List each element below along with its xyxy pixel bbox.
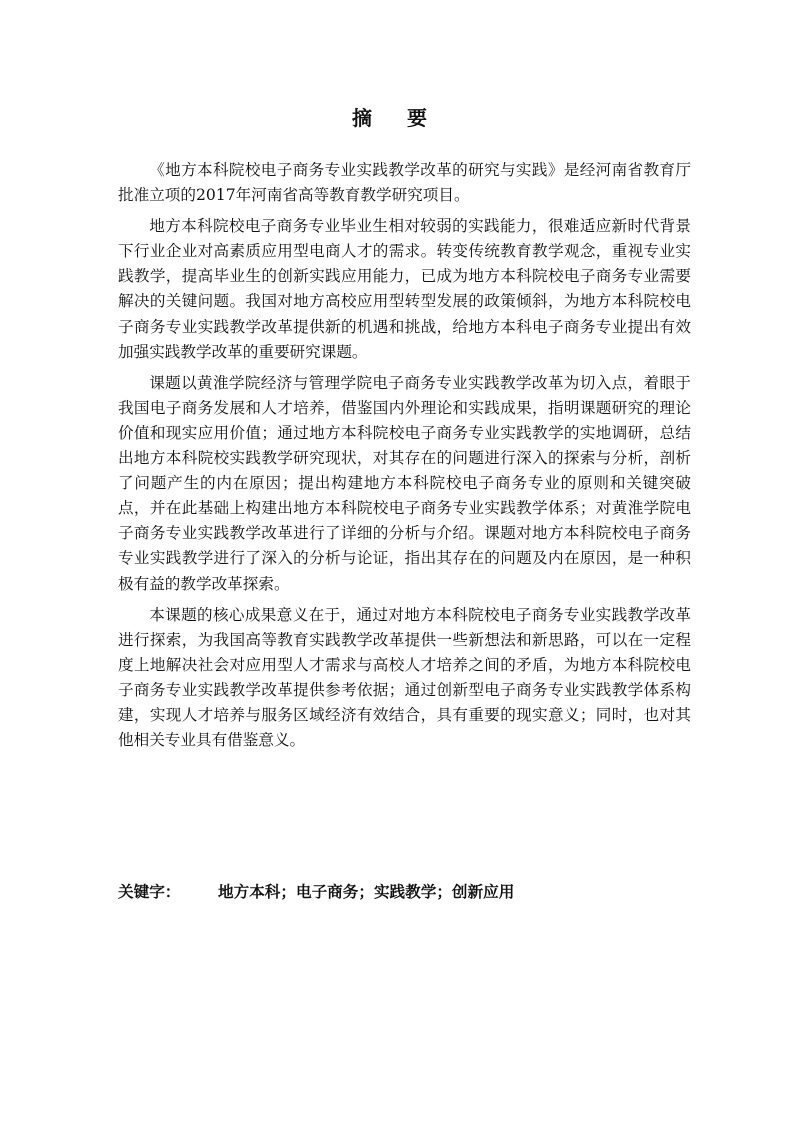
keywords-label: 关键字： <box>118 883 181 901</box>
abstract-paragraph-4: 本课题的核心成果意义在于，通过对地方本科院校电子商务专业实践教学改革进行探索，为我国高等教育实践教学改革提供一些新想法和新思路，可以在一定程度上地解决社会对应用型人才需求与高校人才培养之间的矛盾，为地方本科院校电子商务专业实践教学改革提供参考依据；通过创新型电子商务专业实践教学体系构建，实现人才培养与服务区域经济有效结合，具有重要的现实意义；同时，也对其他相关专业具有借鉴意义。 <box>118 605 691 750</box>
abstract-paragraph-2: 地方本科院校电子商务专业毕业生相对较弱的实践能力，很难适应新时代背景下行业企业对高素质应用型电商人才的需求。转变传统教育教学观念，重视专业实践教学，提高毕业生的创新实践应用能力，已成为地方本科院校电子商务专业需要解决的关键问题。我国对地方高校应用型转型发展的政策倾斜，为地方本科院校电子商务专业实践教学改革提供新的机遇和挑战，给地方本科电子商务专业提出有效加强实践教学改革的重要研究课题。 <box>118 217 691 361</box>
abstract-paragraph-3: 课题以黄淮学院经济与管理学院电子商务专业实践教学改革为切入点，着眼于我国电子商务发展和人才培养，借鉴国内外理论和实践成果，指明课题研究的理论价值和现实应用价值；通过地方本科院校电子商务专业实践教学的实地调研，总结出地方本科院校实践教学研究现状，对其存在的问题进行深入的探索与分析，剖析了问题产生的内在原因；提出构建地方本科院校电子商务专业的原则和关键突破点，并在此基础上构建出地方本科院校电子商务专业实践教学体系；对黄淮学院电子商务专业实践教学改革进行了详细的分析与介绍。课题对地方本科院校电子商务专业实践教学进行了深入的分析与论证，指出其存在的问题及内在原因，是一种积极有益的教学改革探索。 <box>118 373 691 593</box>
abstract-paragraph-1: 《地方本科院校电子商务专业实践教学改革的研究与实践》是经河南省教育厅批准立项的2017年河南省高等教育教学研究项目。 <box>118 161 691 205</box>
abstract-body <box>118 158 691 759</box>
keywords-line <box>118 880 691 904</box>
abstract-title: 摘 要 <box>352 106 441 130</box>
keywords-value: 地方本科；电子商务；实践教学；创新应用 <box>218 883 515 901</box>
